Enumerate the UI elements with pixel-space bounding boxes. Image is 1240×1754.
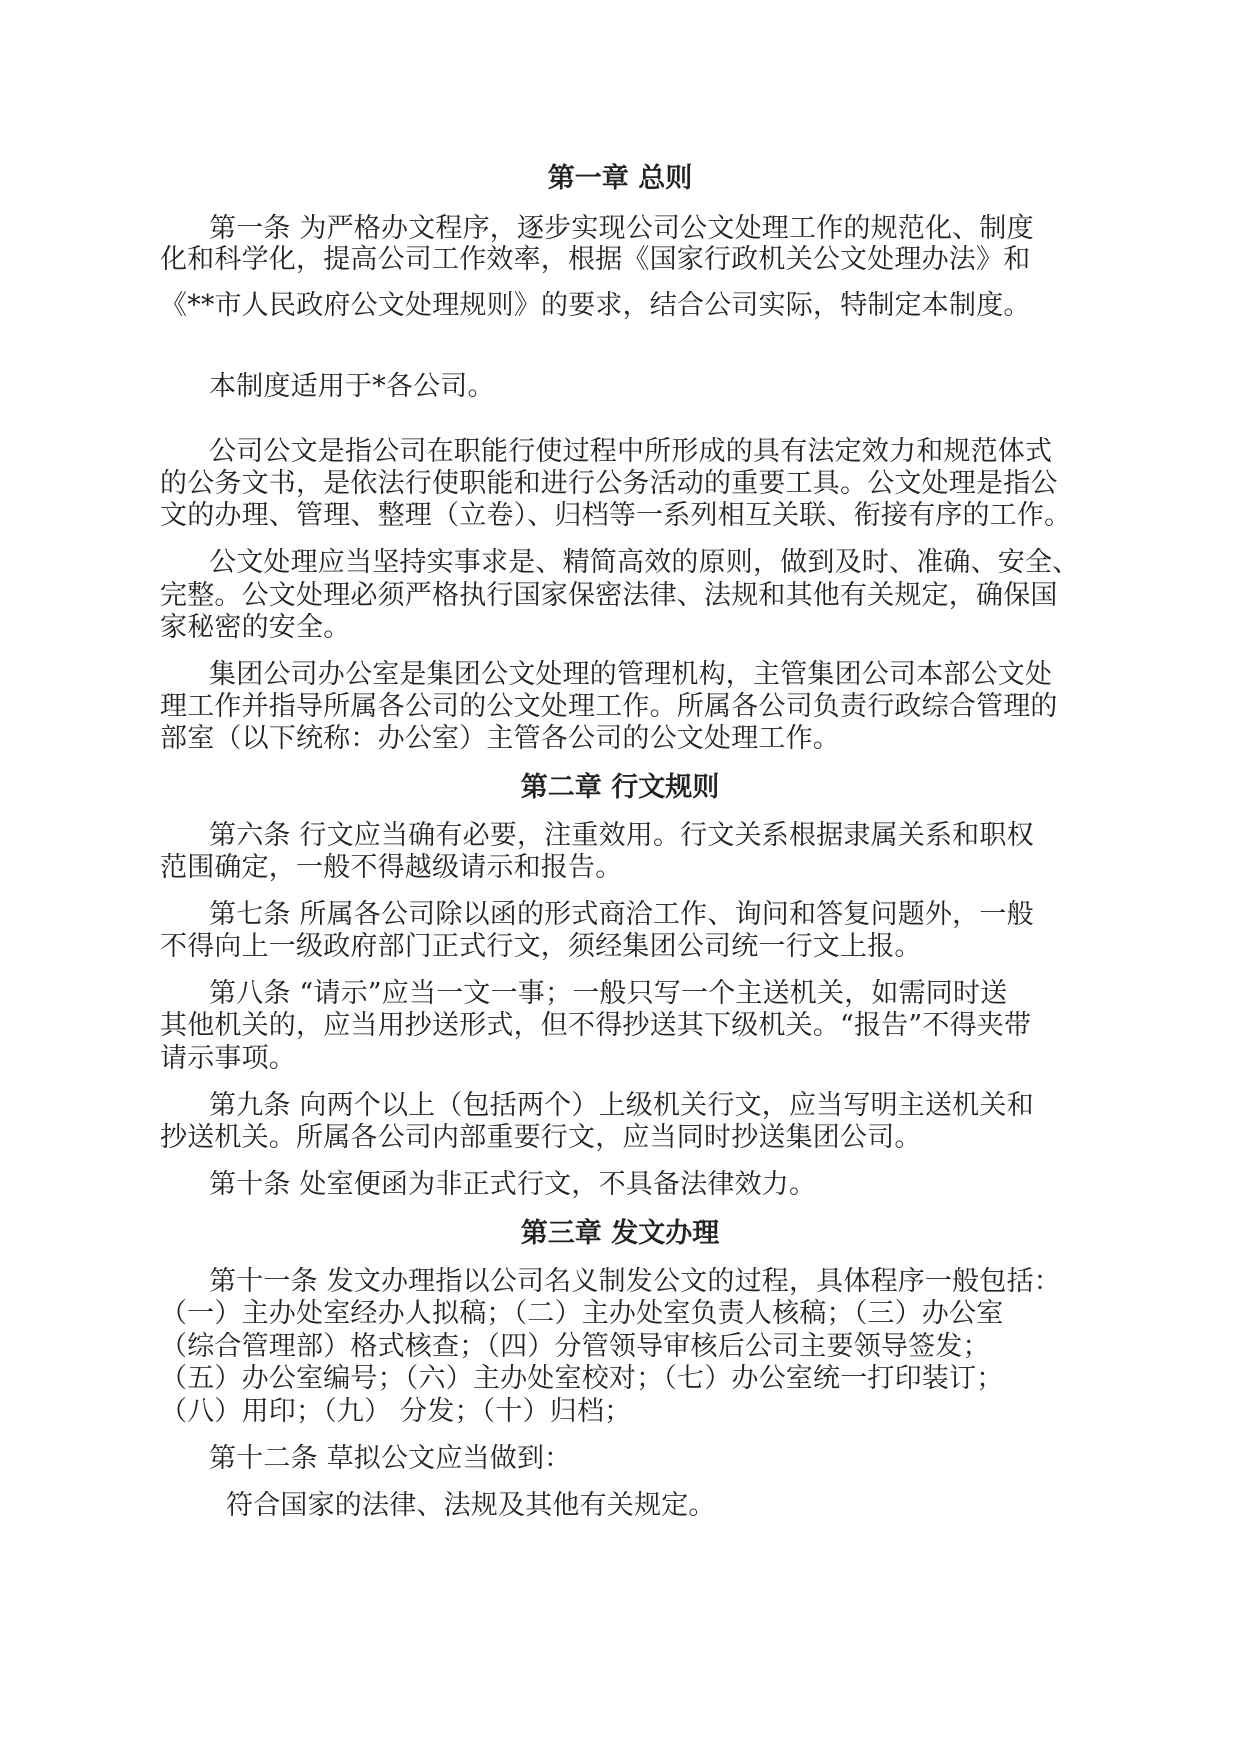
text-line-30: 符合国家的法律、法规及其他有关规定。 — [226, 1490, 716, 1521]
text-line-28: （八）用印；（九） 分发；（十）归档； — [160, 1396, 632, 1427]
text-line-1: 第一条 为严格办文程序，逐步实现公司公文处理工作的规范化、制度 — [209, 213, 1034, 244]
text-line-25: （一）主办处室经办人拟稿；（二）主办处室负责人核稿；（三）办公室 — [160, 1298, 1004, 1329]
text-line-21: 第九条 向两个以上（包括两个）上级机关行文，应当写明主送机关和 — [209, 1090, 1034, 1121]
chapter-1-heading: 第一章 总则 — [547, 163, 693, 194]
text-line-15: 范围确定，一般不得越级请示和报告。 — [160, 852, 623, 883]
text-line-24: 第十一条 发文办理指以公司名义制发公文的过程，具体程序一般包括： — [209, 1266, 1061, 1297]
text-line-13: 部室（以下统称：办公室）主管各公司的公文处理工作。 — [160, 723, 840, 754]
text-line-14: 第六条 行文应当确有必要，注重效用。行文关系根据隶属关系和职权 — [209, 820, 1034, 851]
text-line-7: 文的办理、管理、整理（立卷）、归档等一系列相互关联、衔接有序的工作。 — [160, 500, 1072, 531]
text-line-16: 第七条 所属各公司除以函的形式商洽工作、询问和答复问题外，一般 — [209, 899, 1034, 930]
text-line-22: 抄送机关。所属各公司内部重要行文，应当同时抄送集团公司。 — [160, 1122, 922, 1153]
chapter-3-heading: 第三章 发文办理 — [520, 1218, 720, 1249]
text-line-5: 公司公文是指公司在职能行使过程中所形成的具有法定效力和规范体式 — [209, 436, 1053, 467]
text-line-26: （综合管理部）格式核查；（四）分管领导审核后公司主要领导签发； — [160, 1331, 990, 1362]
text-line-6: 的公务文书，是依法行使职能和进行公务活动的重要工具。公文处理是指公 — [160, 468, 1058, 499]
text-line-10: 家秘密的安全。 — [160, 612, 351, 643]
text-line-20: 请示事项。 — [160, 1043, 296, 1074]
text-line-11: 集团公司办公室是集团公文处理的管理机构，主管集团公司本部公文处 — [209, 659, 1053, 690]
text-line-27: （五）办公室编号；（六）主办处室校对；（七）办公室统一打印装订； — [160, 1363, 1004, 1394]
text-line-29: 第十二条 草拟公文应当做到： — [209, 1443, 572, 1474]
chapter-2-heading: 第二章 行文规则 — [520, 772, 720, 803]
text-line-4: 本制度适用于*各公司。 — [209, 371, 495, 402]
text-line-17: 不得向上一级政府部门正式行文，须经集团公司统一行文上报。 — [160, 931, 922, 962]
text-line-23: 第十条 处室便函为非正式行文，不具备法律效力。 — [209, 1169, 817, 1200]
text-line-8: 公文处理应当坚持实事求是、精简高效的原则，做到及时、准确、安全、 — [209, 547, 1080, 578]
text-line-18: 第八条 “请示”应当一文一事；一般只写一个主送机关，如需同时送 — [209, 978, 1008, 1009]
text-line-9: 完整。公文处理必须严格执行国家保密法律、法规和其他有关规定，确保国 — [160, 580, 1058, 611]
text-line-3: 《**市人民政府公文处理规则》的要求，结合公司实际，特制定本制度。 — [160, 290, 1031, 321]
text-line-12: 理工作并指导所属各公司的公文处理工作。所属各公司负责行政综合管理的 — [160, 691, 1058, 722]
text-line-19: 其他机关的，应当用抄送形式，但不得抄送其下级机关。“报告”不得夹带 — [160, 1010, 1032, 1041]
text-line-2: 化和科学化，提高公司工作效率，根据《国家行政机关公文处理办法》和 — [160, 244, 1031, 275]
